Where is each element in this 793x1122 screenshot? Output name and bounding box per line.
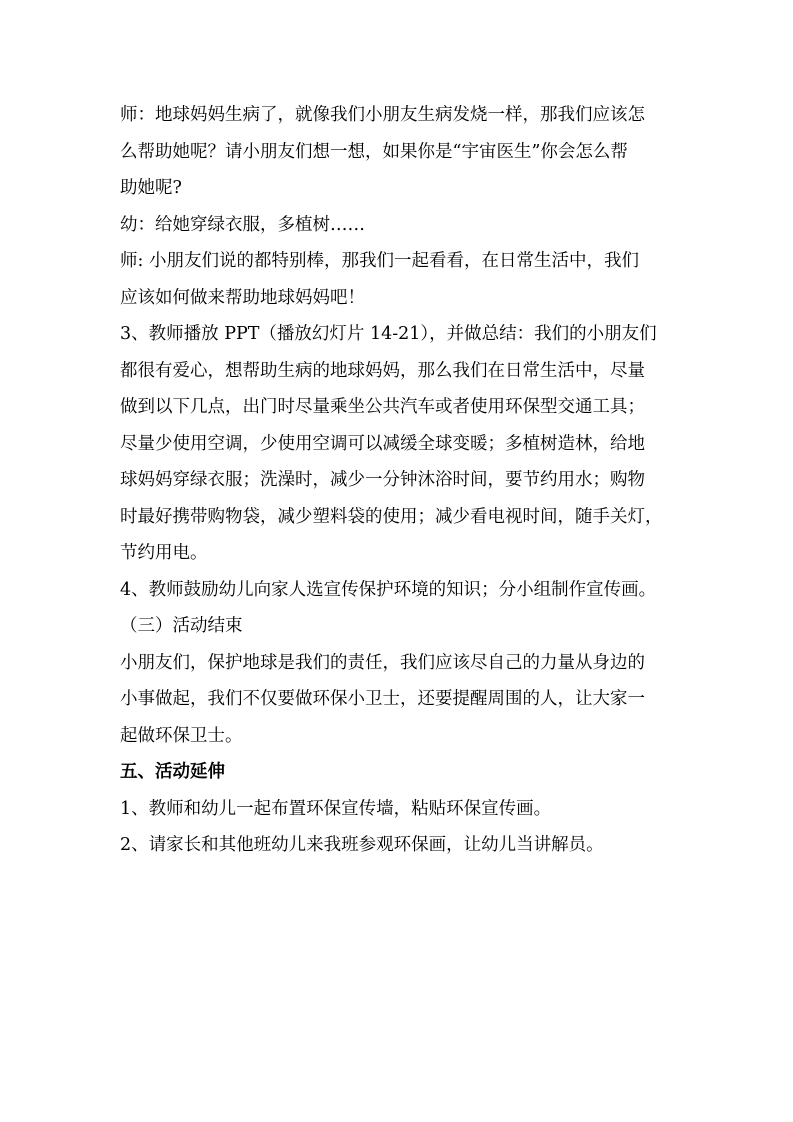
text-line: 小朋友们，保护地球是我们的责任，我们应该尽自己的力量从身边的 [120,652,645,673]
text-line: 小事做起，我们不仅要做环保小卫士，还要提醒周围的人，让大家一 [120,689,645,709]
text-line: 节约用电。 [120,543,208,563]
document-body [120,97,678,864]
text-line: 都很有爱心，想帮助生病的地球妈妈，那么我们在日常生活中，尽量 [120,360,645,381]
text-line: 么帮助她呢？请小朋友们想一想，如果你是“宇宙医生”你会怎么帮 [120,141,628,162]
text-line: 时最好携带购物袋，减少塑料袋的使用；减少看电视时间，随手关灯， [120,506,663,527]
text-line: 尽量少使用空调，少使用空调可以减缓全球变暖；多植树造林，给地 [120,433,645,454]
text-line: 应该如何做来帮助地球妈妈吧！ [120,287,365,308]
text-line: 球妈妈穿绿衣服；洗澡时，减少一分钟沐浴时间，要节约用水；购物 [120,470,645,490]
section-heading: 五、活动延伸 [120,762,225,782]
text-line: 师: 小朋友们说的都特别棒，那我们一起看看，在日常生活中，我们 [120,251,639,271]
text-line: 师：地球妈妈生病了，就像我们小朋友生病发烧一样，那我们应该怎 [120,105,645,125]
text-line: 幼：给她穿绿衣服，多植树…… [120,214,365,235]
text-line: 3、教师播放 PPT（播放幻灯片 14-21），并做总结：我们的小朋友们 [120,324,657,344]
text-line: 1、教师和幼儿一起布置环保宣传墙，粘贴环保宣传画。 [120,798,552,819]
text-line: 2、请家长和其他班幼儿来我班参观环保画，让幼儿当讲解员。 [120,835,604,855]
section-subheading: （三）活动结束 [120,616,243,636]
text-line: 助她呢? [120,178,182,198]
text-line: 4、教师鼓励幼儿向家人选宣传保护环境的知识；分小组制作宣传画。 [120,579,657,600]
text-line: 起做环保卫士。 [120,725,243,746]
text-line: 做到以下几点，出门时尽量乘坐公共汽车或者使用环保型交通工具； [120,397,645,417]
